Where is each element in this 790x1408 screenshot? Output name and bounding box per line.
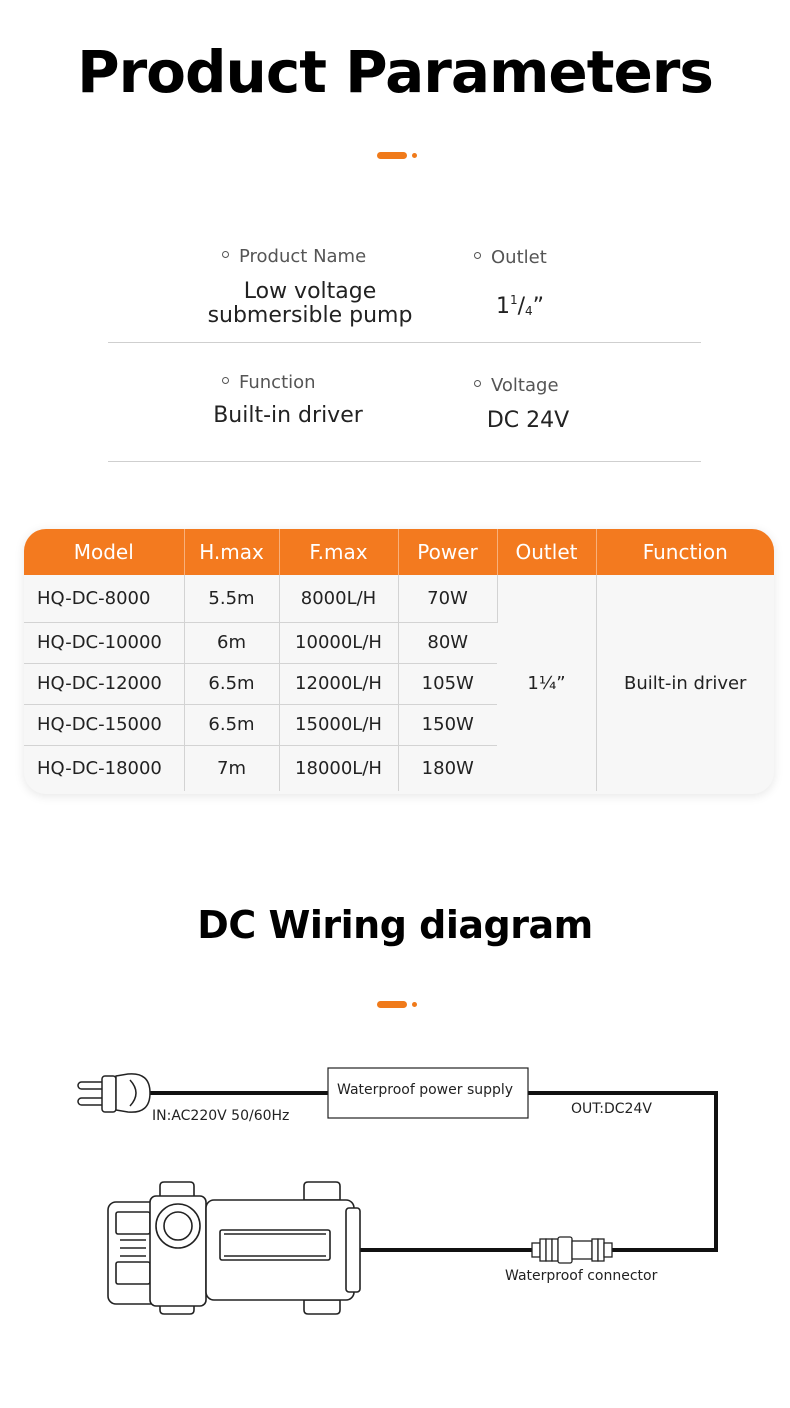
connector-icon [532,1237,612,1263]
output-label: OUT:DC24V [571,1101,652,1117]
cell-model: HQ-DC-8000 [24,575,184,622]
cell-fmax: 18000L/H [279,745,398,791]
connector-label: Waterproof connector [505,1268,658,1284]
cell-power: 105W [398,663,497,704]
cell-fmax: 8000L/H [279,575,398,622]
cell-fmax: 15000L/H [279,704,398,745]
cell-model: HQ-DC-18000 [24,745,184,791]
cell-model: HQ-DC-10000 [24,622,184,663]
header-model: Model [24,529,184,575]
wiring-diagram [0,1060,790,1400]
cell-hmax: 6.5m [184,663,279,704]
table-header-row [24,529,774,575]
header-function: Function [596,529,774,575]
cell-power: 80W [398,622,497,663]
cell-fmax: 10000L/H [279,622,398,663]
param-label-function: Function [222,372,316,393]
param-label-outlet: Outlet [474,247,547,268]
cell-hmax: 6m [184,622,279,663]
cell-hmax: 6.5m [184,704,279,745]
accent-divider [377,1001,419,1009]
cell-function: Built-in driver [624,672,747,694]
table-row [24,575,774,622]
divider-line [108,342,701,343]
header-fmax: F.max [279,529,398,575]
spec-table [24,529,774,794]
page-title: Product Parameters [77,38,713,106]
wiring-title: DC Wiring diagram [197,903,593,947]
header-hmax: H.max [184,529,279,575]
input-label: IN:AC220V 50/60Hz [152,1108,290,1124]
pump-icon [108,1182,360,1314]
cell-power: 150W [398,704,497,745]
cell-hmax: 5.5m [184,575,279,622]
cell-fmax: 12000L/H [279,663,398,704]
cell-model: HQ-DC-15000 [24,704,184,745]
accent-divider [377,152,419,160]
divider-line [108,461,701,462]
cell-model: HQ-DC-12000 [24,663,184,704]
param-value-function: Built-in driver [213,403,363,428]
param-label-product-name: Product Name [222,246,366,267]
param-label-voltage: Voltage [474,375,559,396]
header-power: Power [398,529,497,575]
param-value-product-name: Low voltage submersible pump [207,279,413,328]
param-value-voltage: DC 24V [486,408,570,433]
cell-outlet: 1¼” [497,575,596,791]
cell-power: 180W [421,757,474,779]
cell-hmax: 7m [184,745,279,791]
plug-icon [78,1074,150,1112]
power-supply-label: Waterproof power supply [337,1082,514,1098]
cell-power: 70W [398,575,497,622]
param-value-outlet: $1^1/_4$” [495,293,545,319]
header-outlet: Outlet [497,529,596,575]
